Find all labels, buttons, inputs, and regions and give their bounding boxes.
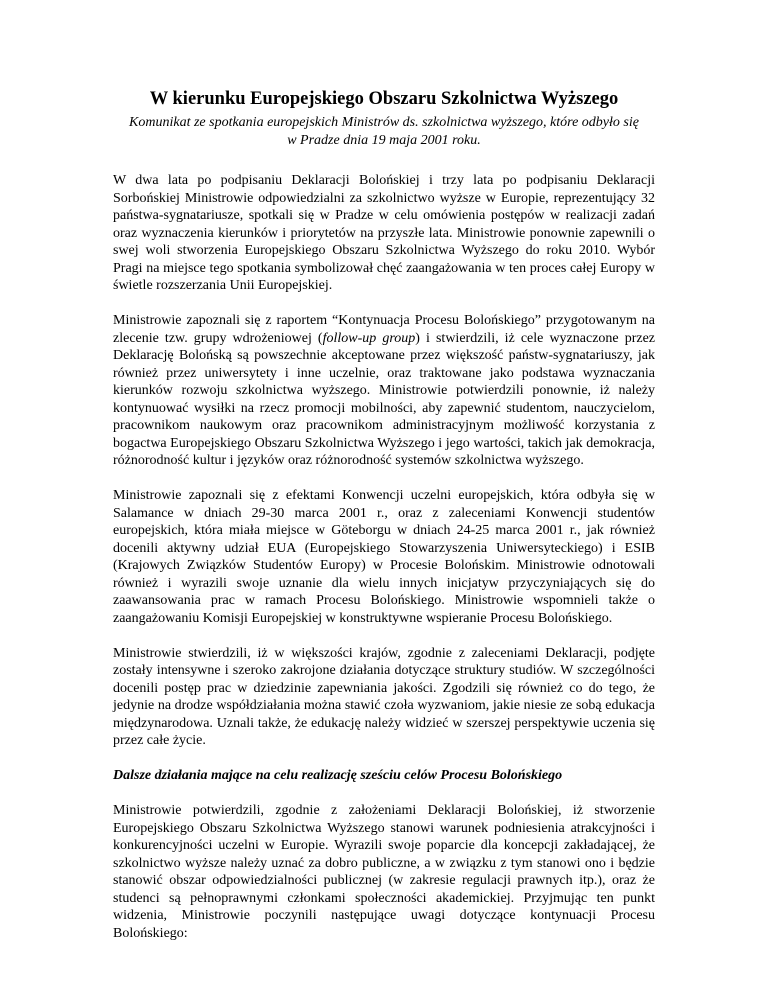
paragraph-conventions: Ministrowie zapoznali się z efektami Konwencji uczelni europejskich, która odbyła się w Salamance w dniach 29-30 marca 2001 r., oraz z zaleceniami Konwencji studentów europejskich, która miała miejsce w Göteborgu w dniach 24-25 marca 2001 r., jak również docenili aktywny udział EUA (Europejskiego Stowarzyszenia Uniwersyteckiego) i ESIB (Krajowych Związków Studentów Europy) w Procesie Bolońskim. Ministrowie odnotowali również i wyrazili swoje uznanie dla wielu innych inicjatyw przyczyniających się do zaawansowania prac w ramach Procesu Bolońskiego. Ministrowie wspomnieli także o zaangażowaniu Komisji Europejskiej w konstruktywne wspieranie Procesu Bolońskiego. [113, 488, 655, 626]
section-heading: Dalsze działania mające na celu realizację sześciu celów Procesu Bolońskiego [113, 768, 563, 783]
paragraph-report [113, 312, 655, 470]
section-paragraph: Ministrowie potwierdzili, zgodnie z założeniami Deklaracji Bolońskiej, iż stworzenie Europejskiego Obszaru Szkolnictwa Wyższego stanowi warunek podniesienia atrakcyjności i konkurencyjności uczelni w Europie. Wyrazili swoje poparcie dla koncepcji zakładającej, że szkolnictwo wyższe należy uznać za dobro publiczne, a w związku z tym stanowi ono i będzie stanowić obszar odpowiedzialności publicznej (w zakresie regulacji prawnych itp.), oraz że studenci są pełnoprawnymi członkami społeczności akademickiej. Przyjmując ten punkt widzenia, Ministrowie poczynili następujące uwagi dotyczące kontynuacji Procesu Bolońskiego: [113, 803, 655, 941]
paragraph-report-after: ) i stwierdzili, iż cele wyznaczone przez Deklarację Bolońską są powszechnie akceptowane przez większość państw-sygnatariuszy, jak również przez uniwersytety i inne uczelnie, oraz traktowane jako podstawa wyznaczania kierunków rozwoju szkolnictwa wyższego. Ministrowie potwierdzili ponownie, iż należy kontynuować wysiłki na rzecz promocji mobilności, aby zapewnić studentom, nauczycielom, pracownikom naukowym oraz pracownikom administracyjnym możliwość korzystania z bogactwa Europejskiego Obszaru Szkolnictwa Wyższego i jego wartości, takich jak demokracja, różnorodność kultur i języków oraz różnorodność systemów szkolnictwa wyższego. [113, 330, 655, 468]
document-subtitle: Komunikat ze spotkania europejskich Ministrów ds. szkolnictwa wyższego, które odbyło się w Pradze dnia 19 maja 2001 roku. [129, 115, 639, 148]
paragraph-report-emphasis: follow-up group [322, 330, 416, 346]
paragraph-report-before: Ministrowie zapoznali się z raportem “Kontynuacja Procesu Bolońskiego” przygotowanym na zlecenie tzw. grupy wdrożeniowej ( [113, 313, 655, 346]
document-page [113, 88, 655, 942]
paragraph-intro: W dwa lata po podpisaniu Deklaracji Bolońskiej i trzy lata po podpisaniu Deklaracji Sorbońskiej Ministrowie odpowiedzialni za szkolnictwo wyższe w Europie, reprezentujący 32 państwa-sygnatariusze, spotkali się w Pradze w celu omówienia postępów w realizacji zadań oraz wyznaczenia kierunków i priorytetów na przyszłe lata. Ministrowie ponownie zapewnili o swej woli stworzenia Europejskiego Obszaru Szkolnictwa Wyższego do roku 2010. Wybór Pragi na miejsce tego spotkania symbolizował chęć zaangażowania w ten proces całej Europy w świetle rozszerzania Unii Europejskiej. [113, 173, 655, 293]
paragraph-findings: Ministrowie stwierdzili, iż w większości krajów, zgodnie z zaleceniami Deklaracji, podjęte zostały intensywne i szeroko zakrojone działania dotyczące struktury studiów. W szczególności docenili postęp prac w dziedzinie zapewniania jakości. Zgodzili się również co do tego, że jedynie na drodze współdziałania można stawić czoła wyzwaniom, jakie niesie ze sobą edukacja międzynarodowa. Uznali także, że edukację należy widzieć w szerszej perspektywie uczenia się przez całe życie. [113, 645, 655, 748]
document-title: W kierunku Europejskiego Obszaru Szkolnictwa Wyższego [149, 89, 619, 109]
